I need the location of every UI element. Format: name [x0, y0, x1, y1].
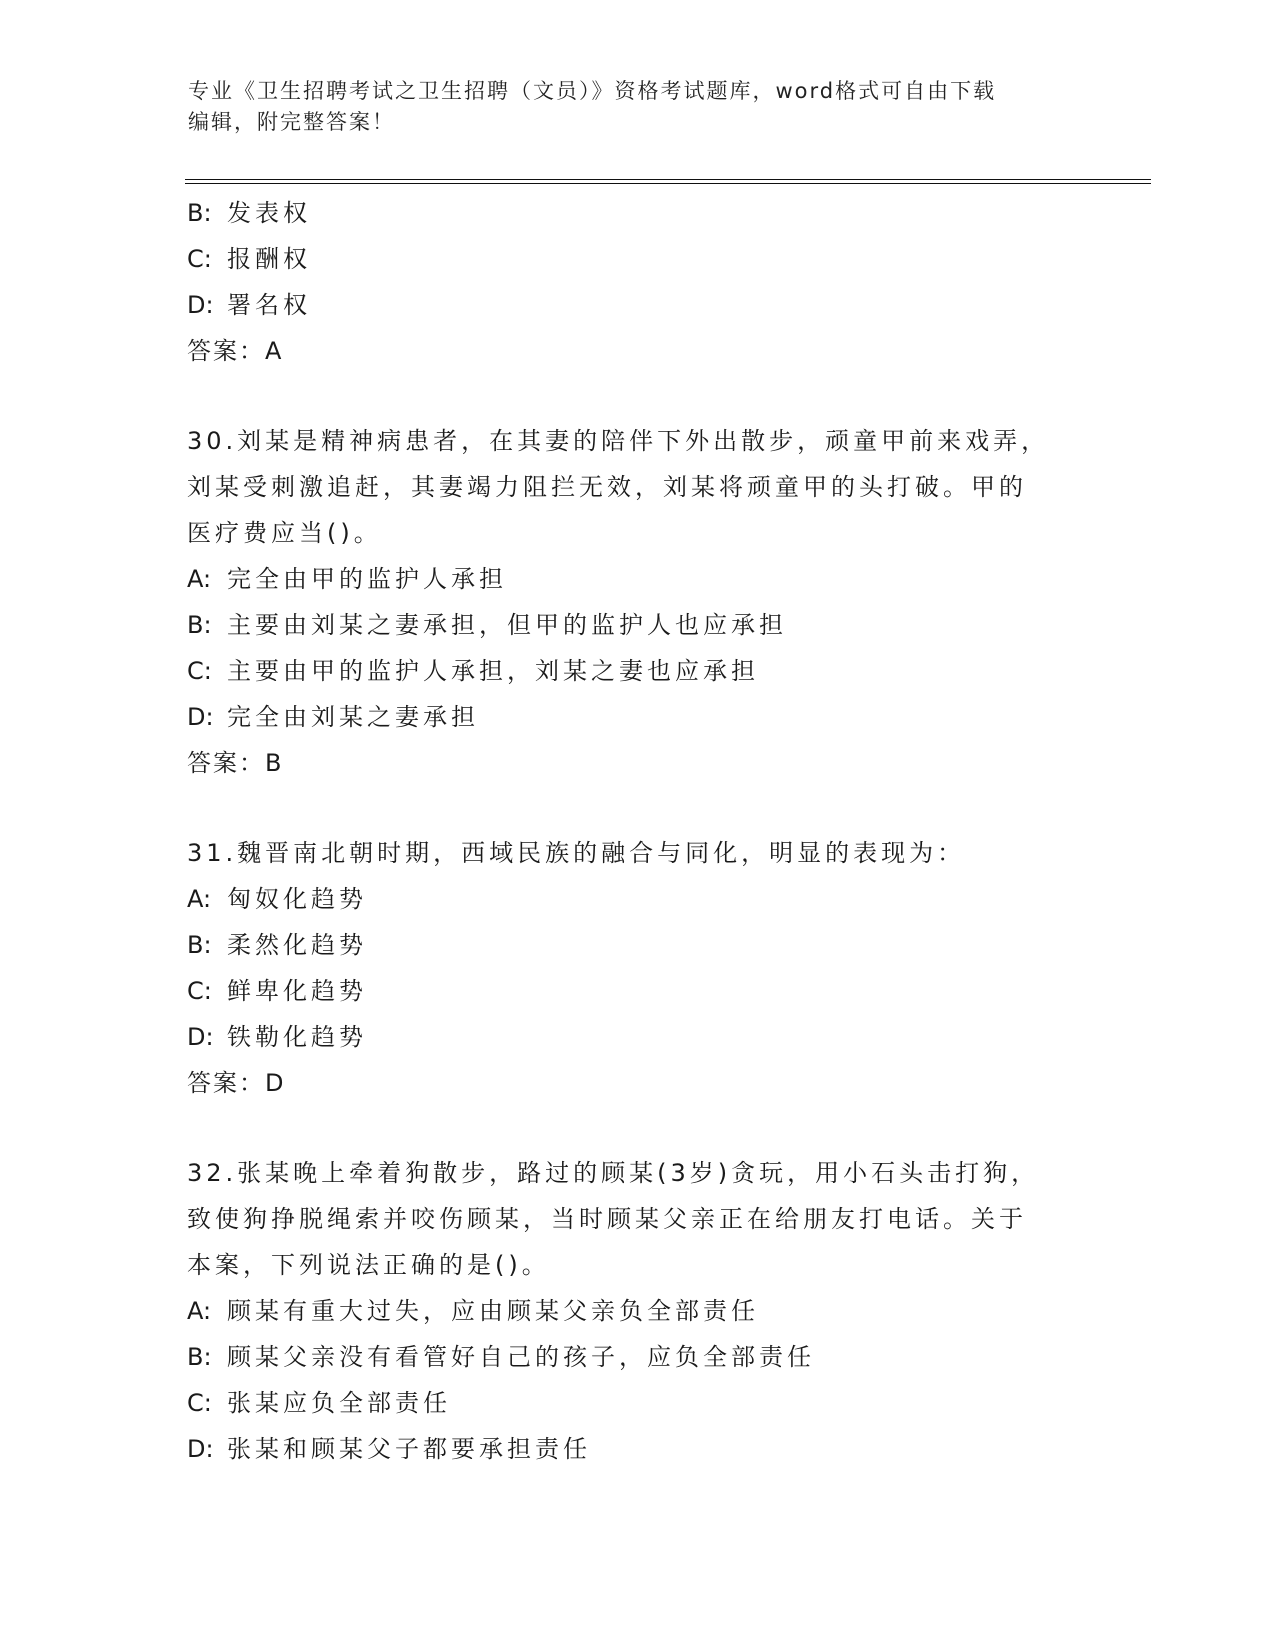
option-key: B: — [187, 199, 212, 227]
question-text-line: 致使狗挣脱绳索并咬伤顾某，当时顾某父亲正在给朋友打电话。关于 — [187, 1205, 1027, 1233]
option-key: C: — [187, 245, 212, 273]
option-text: 完全由甲的监护人承担 — [227, 565, 507, 593]
option-key: B: — [187, 931, 212, 959]
option-text: 署名权 — [227, 291, 311, 319]
option-c — [187, 648, 1087, 694]
answer-line: 答案：A — [187, 337, 284, 365]
question-31 — [187, 830, 1087, 1106]
option-text: 匈奴化趋势 — [227, 885, 367, 913]
option-key: A: — [187, 1297, 212, 1325]
question-text-line: 本案，下列说法正确的是()。 — [187, 1251, 550, 1279]
question-text-line: 31.魏晋南北朝时期，西域民族的融合与同化，明显的表现为： — [187, 839, 966, 867]
question-30 — [187, 418, 1087, 786]
option-text: 顾某有重大过失，应由顾某父亲负全部责任 — [227, 1297, 759, 1325]
option-text: 鲜卑化趋势 — [227, 977, 367, 1005]
option-b — [187, 190, 1087, 236]
question-text-line: 30.刘某是精神病患者，在其妻的陪伴下外出散步，顽童甲前来戏弄， — [187, 427, 1050, 455]
option-text: 主要由甲的监护人承担，刘某之妻也应承担 — [227, 657, 759, 685]
header-line-2: 编辑，附完整答案！ — [188, 110, 395, 134]
option-d — [187, 694, 1087, 740]
option-text: 发表权 — [227, 199, 311, 227]
option-key: C: — [187, 977, 212, 1005]
option-key: D: — [187, 1023, 214, 1051]
option-text: 张某和顾某父子都要承担责任 — [227, 1435, 591, 1463]
option-text: 完全由刘某之妻承担 — [227, 703, 479, 731]
question-32 — [187, 1150, 1087, 1472]
option-text: 张某应负全部责任 — [227, 1389, 451, 1417]
option-text: 主要由刘某之妻承担，但甲的监护人也应承担 — [227, 611, 787, 639]
option-key: C: — [187, 657, 212, 685]
option-key: D: — [187, 291, 214, 319]
question-text-line: 刘某受刺激追赶，其妻竭力阻拦无效，刘某将顽童甲的头打破。甲的 — [187, 473, 1027, 501]
answer-line: 答案：B — [187, 749, 284, 777]
question-content — [187, 190, 1087, 1472]
option-text: 报酬权 — [227, 245, 311, 273]
header-line-1: 专业《卫生招聘考试之卫生招聘（文员）》资格考试题库，word格式可自由下载 — [188, 79, 997, 103]
document-header — [188, 76, 1068, 138]
spacer — [187, 786, 1087, 830]
option-key: B: — [187, 1343, 212, 1371]
option-a — [187, 556, 1087, 602]
previous-question-options — [187, 190, 1087, 374]
header-divider-bottom — [185, 183, 1151, 184]
spacer — [187, 374, 1087, 418]
option-key: A: — [187, 885, 212, 913]
spacer — [187, 1106, 1087, 1150]
option-text: 顾某父亲没有看管好自己的孩子，应负全部责任 — [227, 1343, 815, 1371]
option-key: A: — [187, 565, 212, 593]
option-key: D: — [187, 1435, 214, 1463]
option-c — [187, 1380, 1087, 1426]
option-d — [187, 1014, 1087, 1060]
option-b — [187, 602, 1087, 648]
option-d — [187, 1426, 1087, 1472]
option-d — [187, 282, 1087, 328]
question-text-line: 32.张某晚上牵着狗散步，路过的顾某(3岁)贪玩，用小石头击打狗， — [187, 1159, 1040, 1187]
option-b — [187, 1334, 1087, 1380]
option-key: C: — [187, 1389, 212, 1417]
header-divider-top — [185, 179, 1151, 180]
option-text: 柔然化趋势 — [227, 931, 367, 959]
option-c — [187, 968, 1087, 1014]
option-a — [187, 1288, 1087, 1334]
option-key: B: — [187, 611, 212, 639]
option-text: 铁勒化趋势 — [227, 1023, 367, 1051]
answer-line: 答案：D — [187, 1069, 286, 1097]
question-text-line: 医疗费应当()。 — [187, 519, 382, 547]
option-key: D: — [187, 703, 214, 731]
option-c — [187, 236, 1087, 282]
option-b — [187, 922, 1087, 968]
option-a — [187, 876, 1087, 922]
